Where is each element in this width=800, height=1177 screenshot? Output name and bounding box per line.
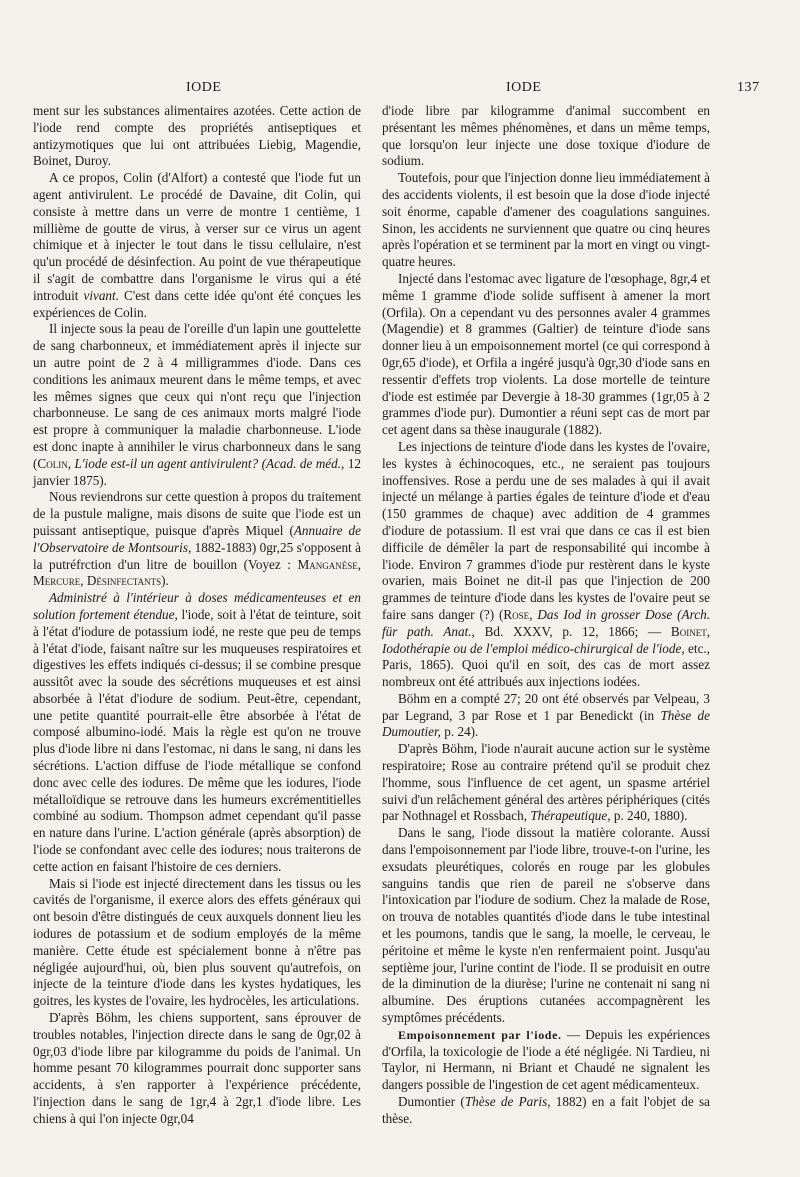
paragraph: Böhm en a compté 27; 20 ont été observés par Velpeau, 3 par Legrand, 3 par Rose et 1 par Benedickt (in Thèse de Dumoutier, p. 24).: [382, 690, 710, 740]
paragraph: Les injections de teinture d'iode dans les kystes de l'ovaire, les kystes à échinocoques, etc., ne seraient pas toujours inoffensives. Rose a perdu une de ses malades à qui il avait injecté un mélange à parties égales de teinture d'iode et d'eau (150 grammes de chaque) avec addition de 4 grammes d'iodure de potassium. Il est vrai que dans ce cas il est bien difficile de démêler la part de responsabilité qui incombe à l'iode. Environ 7 grammes d'iode pur restèrent dans le kyste ovarien, mais Boinet ne dit-il pas que l'injection de 200 grammes de teinture d'iode dans les kystes de l'ovaire peut se faire sans danger (?) (Rose, Das Iod in grosser Dose (Arch. für path. Anat., Bd. XXXV, p. 12, 1866; — Boinet, Iodothérapie ou de l'emploi médico-chirurgical de l'iode, etc., Paris, 1865). Quoi qu'il en soit, des cas de mort assez nombreux ont été attribués aux injections iodées.: [382, 438, 711, 690]
running-head-left: IODE: [186, 80, 222, 95]
paragraph: Il injecte sous la peau de l'oreille d'un lapin une gouttelette de sang charbonneux, et immédiatement après il injecte sur un autre point de 2 à 4 milligrammes d'iode. Dans ces conditions les animaux meurent dans le même temps, et avec les mêmes signes que ceux qui n'ont reçu que l'injection charbonneuse. Le sang de ces animaux morts malgré l'iode est propre à communiquer la maladie charbonneuse. L'iode est donc inapte à annihiler le virus charbonneux dans le sang (Colin, L'iode est-il un agent antivirulent? (Acad. de méd., 12 janvier 1875).: [33, 321, 362, 488]
paragraph: Dans le sang, l'iode dissout la matière colorante. Aussi dans l'empoisonnement par l'iode libre, trouve-t-on l'urine, les exsudats pleurétiques, colorés en rouge par les globules sanguins tandis que rien de pareil ne s'observe dans l'intoxication par l'iodure de sodium. Chez la malade de Rose, on trouva de notables quantités d'iode dans le tube intestinal et les poumons, tandis que le sang, la moelle, le cerveau, le péritoine et même le kyste n'en renfermaient point. Jusqu'au septième jour, l'urine contint de l'iode. Il se produisit en outre de la diminution de la diurèse; l'urine ne contenait ni sang ni albumine. Des éruptions cutanées accompagnèrent les symptômes précédents.: [382, 825, 710, 1026]
paragraph: Administré à l'intérieur à doses médicamenteuses et en solution fortement étendue, l'iode, soit à l'état de teinture, soit à l'état d'iodure de potassium iodé, ne reste que peu de temps à l'état d'iode, faisant naître sur les muqueuses respiratoires et digestives les effets indiqués ci-dessus; il se combine presque aussitôt avec la soude des sécrétions muqueuses et est ainsi absorbée à l'état d'iodure de sodium. Peut-être, cependant, une petite quantité pourrait-elle être absorbée à l'état de composé albumino-iodé. Mais la règle est qu'on ne trouve plus d'iode libre ni dans l'estomac, ni dans le sang, ni dans les sécrétions. L'action diffuse de l'iode métallique se confond donc avec celle des iodures. De même que les iodures, l'iode métalloïdique se retrouve dans les humeurs excrémentitielles combiné au sodium. Thompson admet cependant qu'il passe en nature dans l'urine. L'action générale (après absorption) de l'iode se confondant avec celle des iodures; nous traiterons de cette action en faisant l'histoire de ces derniers.: [33, 590, 361, 874]
paragraph: Dumontier (Thèse de Paris, 1882) en a fait l'objet de sa thèse.: [382, 1094, 711, 1126]
paragraph: D'après Böhm, les chiens supportent, sans éprouver de troubles notables, l'injection directe dans le sang de 0gr,02 à 0gr,03 d'iode libre par kilogramme du poids de l'animal. Un homme pesant 70 kilogrammes pourrait donc supporter sans accidents, à s'en rapporter à l'expérience précédente, l'injection dans le sang de 1gr,4 à 2gr,1 d'iode libre. Les chiens à qui l'on injecte 0gr,04: [33, 1010, 361, 1126]
paragraph: Empoisonnement par l'iode. — Depuis les expériences d'Orfila, la toxicologie de l'iode a été négligée. Ni Tardieu, ni Taylor, ni Hermann, ni Briant et Chaudé ne signalent les dangers possible de l'ingestion de cet agent médicamenteux.: [382, 1026, 711, 1093]
left-column: [33, 103, 361, 1128]
paragraph: ment sur les substances alimentaires azotées. Cette action de l'iode rend compte des propriétés antiseptiques et antizymotiques que lui ont attribuées Liebig, Magendie, Boinet, Duroy.: [33, 103, 361, 169]
paragraph: D'après Böhm, l'iode n'aurait aucune action sur le système respiratoire; Rose au contraire prétend qu'il se produit chez l'homme, sous l'influence de cet agent, un spasme artériel suivi d'un relâchement général des artères périphériques (cités par Nothnagel et Rossbach, Thérapeutique, p. 240, 1880).: [382, 741, 710, 824]
running-head-right: IODE: [506, 80, 542, 95]
paragraph: Mais si l'iode est injecté directement dans les tissus ou les cavités de l'organisme, il exerce alors des effets généraux qui ont besoin d'être distingués de ceux auxquels donnent lieu les iodures de potassium et de sodium employés de la même manière. Cette étude est spécialement bonne à n'être pas négligée aujourd'hui, où, bien plus souvent qu'autrefois, on injecte de la teinture d'iode dans les kystes hydatiques, les goitres, les kystes de l'ovaire, les hydrocèles, les articulations.: [33, 875, 361, 1009]
paragraph: A ce propos, Colin (d'Alfort) a contesté que l'iode fut un agent antivirulent. Le procédé de Davaine, dit Colin, qui consiste à mettre dans un verre de montre 1 centième, 1 millième de goutte de virus, à verser sur ce virus un agent chimique et à injecter le tout dans le tissu cellulaire, n'est qu'un procédé de désinfection. Au point de vue thérapeutique il s'agit de combattre dans l'organisme le virus qui a été introduit vivant. C'est dans cette idée qu'ont été conçues les expériences de Colin.: [33, 170, 361, 320]
section-heading: Empoisonnement par l'iode.: [398, 1027, 562, 1042]
paragraph: d'iode libre par kilogramme d'animal succombent en présentant les mêmes phénomènes, et dans un même temps, que lorsqu'on leur injecte une dose toxique d'iodure de sodium.: [382, 103, 710, 169]
page-number: 137: [737, 80, 760, 95]
paragraph: Toutefois, pour que l'injection donne lieu immédiatement à des accidents violents, il est besoin que la dose d'iode injecté soit énorme, capable d'amener des coagulations sanguines. Sinon, les accidents ne surviennent que quatre ou cinq heures après l'opération et se terminent par la mort en vingt ou vingt-quatre heures.: [382, 170, 710, 270]
right-column: [382, 103, 710, 1128]
paragraph: Injecté dans l'estomac avec ligature de l'œsophage, 8gr,4 et même 1 gramme d'iode solide suffisent à amener la mort (Orfila). On a cependant vu des personnes avaler 4 grammes (Magendie) et 8 grammes (Galtier) de teinture d'iode sans donner lieu à un empoisonnement mortel (ce qui correspond à 0gr,65 d'iode), et Orfila a ingéré jusqu'à 0gr,30 d'iode sans en ressentir d'effets trop violents. La dose mortelle de teinture d'iode est estimée par Devergie à 18-30 grammes (1gr,05 à 2 grammes d'iode pur). Dumontier a réuni sept cas de mort par cet agent dans sa thèse inaugurale (1882).: [382, 270, 710, 438]
paragraph: Nous reviendrons sur cette question à propos du traitement de la pustule maligne, mais disons de suite que l'iode est un puissant antiseptique, puisque d'après Miquel (Annuaire de l'Observatoire de Montsouris, 1882-1883) 0gr,25 s'opposent à la putréfrction d'un litre de bouillon (Voyez : Manganèse, Mercure, Désinfectants).: [33, 489, 361, 589]
